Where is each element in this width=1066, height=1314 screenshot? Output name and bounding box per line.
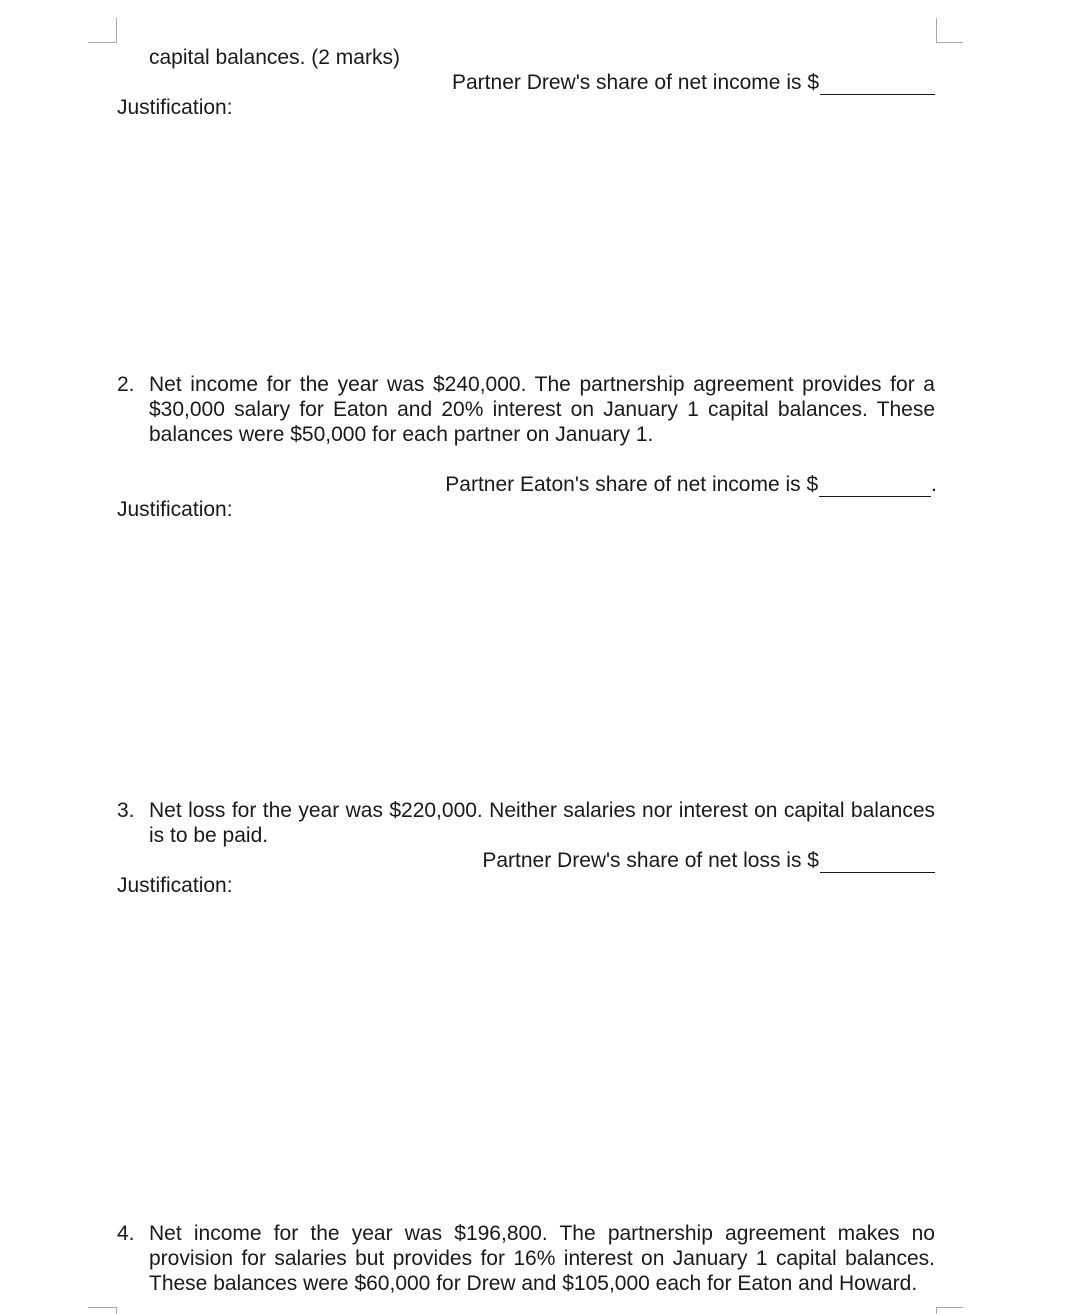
question-1-answer-prompt: Partner Drew's share of net income is $ bbox=[452, 71, 819, 94]
question-3-answer-line bbox=[482, 848, 935, 873]
question-3-answer-blank[interactable] bbox=[820, 852, 935, 873]
question-2-answer-trailing: . bbox=[931, 473, 937, 496]
question-1-justification-label: Justification: bbox=[117, 96, 233, 119]
crop-mark-bottom-left bbox=[88, 1307, 117, 1314]
question-1-fragment: capital balances. (2 marks) bbox=[149, 46, 400, 69]
question-3-justification-label: Justification: bbox=[117, 874, 233, 897]
question-2-text: Net income for the year was $240,000. The partnership agreement provides for a $30,000 salary for Eaton and 20% interest on January 1 capital balances. These balances were $50,000 for each partner on January 1. bbox=[149, 373, 935, 446]
question-3-text: Net loss for the year was $220,000. Neither salaries nor interest on capital balances is to be paid. bbox=[149, 799, 935, 847]
question-2-answer-blank[interactable] bbox=[819, 476, 931, 497]
question-2-answer-prompt: Partner Eaton's share of net income is $ bbox=[445, 473, 819, 496]
question-2-number: 2. bbox=[117, 373, 135, 396]
question-1-answer-line bbox=[452, 70, 935, 95]
question-2-justification-label: Justification: bbox=[117, 498, 233, 521]
crop-mark-top-left bbox=[88, 18, 117, 43]
question-3-number: 3. bbox=[117, 799, 135, 822]
question-1-answer-blank[interactable] bbox=[820, 74, 935, 95]
crop-mark-top-right bbox=[936, 18, 963, 43]
question-4-number: 4. bbox=[117, 1222, 135, 1245]
question-4-text: Net income for the year was $196,800. The partnership agreement makes no provision for salaries but provides for 16% interest on January 1 capital balances. These balances were $60,000 for Drew and $105,000 each for Eaton and Howard. bbox=[149, 1222, 935, 1295]
question-3-answer-prompt: Partner Drew's share of net loss is $ bbox=[482, 849, 819, 872]
crop-mark-bottom-right bbox=[936, 1307, 963, 1314]
question-2-answer-line bbox=[445, 472, 937, 497]
